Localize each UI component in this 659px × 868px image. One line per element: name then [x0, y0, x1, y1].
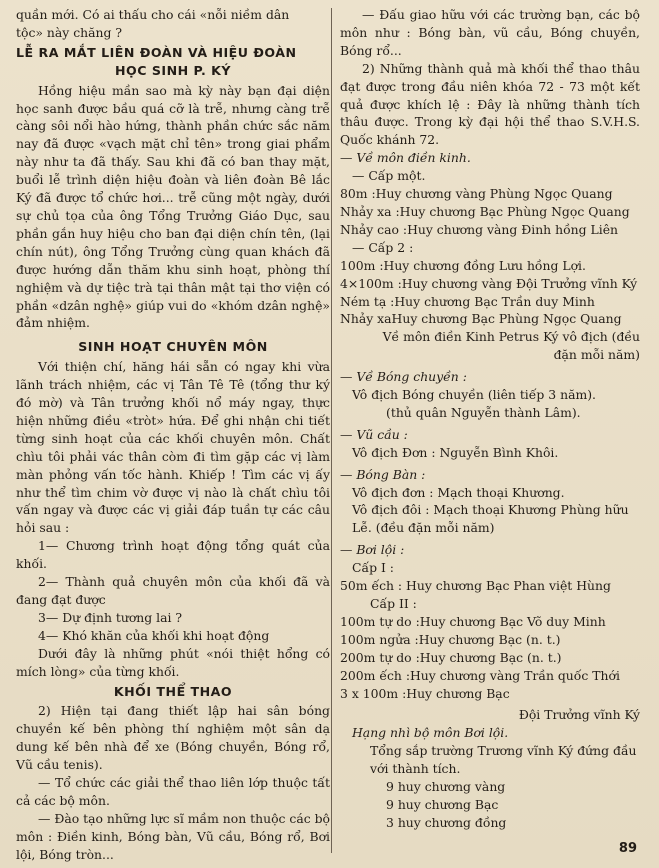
item-hien-tai: 2) Hiện tại đang thiết lập hai sân bóng chuyền kế bên phòng thí nghiệm một sân dạ dung kế bên nhà để xe (Bóng chuyền, Bóng rổ, Vũ cầu tenis).: [16, 703, 330, 773]
tong-sap-line: Tổng sắp trường Trương vĩnh Ký đứng đầu với thành tích.: [370, 743, 637, 777]
award-result: Huy chương đồng Lưu hồng Lợi.: [383, 257, 586, 273]
award-event: 200m ếch :: [340, 667, 410, 683]
award-result: Huy chương vàng Đinh hồng Liên: [407, 221, 619, 237]
boi-loi-cap-1: Cấp I :: [352, 560, 394, 576]
subsection-cap-2: — Cấp 2 :: [352, 239, 414, 255]
award-result: Huy chương Bạc Phùng Ngọc Quang: [399, 203, 630, 219]
award-row: [340, 667, 640, 685]
paragraph-thanh-qua: 2) Những thành quả mà khối thể thao thâu đạt được trong đầu niên khóa 72 - 73 một kết quả được khích lệ : Đây là những thành tích thâu được. Trong kỳ đại hội thể thao S.V.H.S. Quốc khánh 72.: [340, 60, 640, 148]
award-event: 100m ngửa :: [340, 631, 419, 647]
award-row: [340, 631, 640, 649]
heading-le-ra-mat: LỄ RA MẮT LIÊN ĐOÀN VÀ HIỆU ĐOÀN: [16, 44, 297, 60]
bong-ban-line-1: Vô địch đơn : Mạch thoại Khương.: [352, 484, 565, 500]
item-dao-tao: — Đào tạo những lực sĩ mầm non thuộc các bộ môn : Điền kinh, Bóng bàn, Vũ cầu, Bóng rổ, Bơi lội, Bóng tròn...: [16, 810, 331, 862]
petrus-champion: Về môn điền Kinh Petrus Ký vô địch (đều đặn mỗi năm): [382, 329, 640, 363]
section-dien-kinh: — Về môn điền kinh.: [340, 150, 471, 166]
medal-count-silver: 9 huy chương Bạc: [386, 796, 499, 812]
doi-truong-label: Đội Trưởng vĩnh Ký: [518, 707, 640, 723]
award-result: Huy chương Bạc (n. t.): [418, 631, 561, 647]
heading-khoi-the-thao: KHỐI THỂ THAO: [113, 683, 233, 699]
column-divider: [331, 8, 332, 853]
paragraph-duoi-day: Dưới đây là những phút «nói thiệt hổng có mích lòng» của từng khối.: [16, 645, 330, 679]
left-column: [16, 6, 330, 864]
hang-nhi-label: Hạng nhì bộ môn Bơi lội.: [352, 725, 509, 741]
award-result: Huy chương Bạc Phùng Ngọc Quang: [391, 311, 622, 327]
award-result: Huy chương Bạc Trần duy Minh: [394, 293, 595, 309]
award-result: Huy chương vàng Phùng Ngọc Quang: [375, 186, 613, 202]
subsection-cap-mot: — Cấp một.: [352, 168, 426, 184]
boi-loi-cap-2: Cấp II :: [370, 596, 417, 611]
award-row: [340, 310, 640, 328]
section-bong-chuyen: — Về Bóng chuyền :: [340, 369, 467, 385]
section-vu-cau: — Vũ cầu :: [340, 426, 408, 442]
section-boi-loi: — Bơi lội :: [340, 542, 405, 558]
award-row: [340, 649, 640, 667]
award-event: 80m :: [340, 186, 376, 202]
question-1: 1— Chương trình hoạt động tổng quát của khối.: [16, 538, 330, 572]
award-result: Huy chương Bạc Võ duy Minh: [419, 613, 606, 629]
award-row: [340, 685, 640, 703]
award-row: [340, 257, 640, 275]
heading-hoc-sinh-pky: HỌC SINH P. KÝ: [114, 62, 232, 78]
award-event: Nhảy xa: [340, 311, 392, 327]
medal-count-gold: 9 huy chương vàng: [386, 779, 506, 795]
section-bong-ban: — Bóng Bàn :: [340, 466, 426, 482]
item-to-chuc: — Tổ chức các giải thể thao liên lớp thuộc tất cả các bộ môn.: [16, 775, 330, 808]
award-event: Nhảy xa :: [340, 203, 400, 219]
award-event: 3 x 100m :: [340, 685, 407, 701]
intro-line-1: quần mới. Có ai thấu cho cái «nỗi niềm dân: [16, 7, 290, 22]
award-result: Huy chương vàng Đội Trưởng vĩnh Ký: [401, 275, 638, 291]
intro-line-2: tộc» này chăng ?: [16, 24, 123, 40]
award-event: 100m tự do :: [340, 613, 420, 629]
award-row: [340, 613, 640, 631]
award-row: [340, 185, 640, 203]
award-event: Ném tạ :: [340, 293, 395, 309]
award-event: 4×100m :: [340, 275, 402, 291]
award-row: [340, 293, 640, 311]
question-4: 4— Khó khăn của khối khi hoạt động: [38, 627, 270, 643]
bong-chuyen-line-1: Vô địch Bóng chuyền (liên tiếp 3 năm).: [352, 387, 596, 403]
award-result: Huy chương Bạc (n. t.): [419, 649, 562, 665]
award-result: Huy chương Bạc: [406, 685, 510, 701]
award-event: 200m tự do :: [340, 649, 420, 665]
page-number: 89: [618, 841, 637, 856]
bong-ban-line-2: Vô địch đôi : Mạch thoại Khương Phùng hữu Lễ. (đều đặn mỗi năm): [352, 502, 629, 536]
paragraph-voi-thien-chi: Với thiện chí, hăng hái sẵn có ngay khi vừa lãnh trách nhiệm, các vị Tân Tê Tê (tổng thư ký đó mờ) và Tân trưởng khối nổ máy ngay, thực hiện những điều «tròt» hứa. Để ghi nhận chi tiết từng sinh hoạt của các khối chuyên môn. Chất chìu tôi phải vác thân còm đi tìm gặp các vị làm màn phỏng vấn tốc hành. Khiếp ! Tìm các vị ấy như thể tìm chim vờ được vị nào là chất chìu tôi vấn ngay và được các vị giải đáp tuần tự các câu hỏi sau :: [16, 359, 330, 536]
award-result: Huy chương vàng Trần quốc Thới: [410, 667, 620, 683]
question-2: 2— Thành quả chuyên môn của khối đã và đang đạt được: [16, 574, 330, 607]
boi-loi-line-1: 50m ếch : Huy chương Bạc Phan việt Hùng: [340, 578, 611, 594]
vu-cau-line: Vô địch Đơn : Nguyễn Bình Khôi.: [352, 444, 559, 460]
right-column: [340, 6, 640, 832]
award-event: Nhảy cao :: [340, 221, 408, 237]
award-row: [340, 275, 640, 293]
paragraph-hong-hieu: Hồng hiệu mần sao mà kỳ này bạn đại diện học sanh được bầu quá cỡ là trễ, nhưng càng trễ càng sôi nổi hào hứng, thành phần chức sắc năm nay đã được «vạch mặt chỉ tên» trong giai phẩm này như ta đã thấy. Sau khi đã có ban thay mặt, buổi lễ trình diện hiệu đoàn và liên đoàn Bê lắc Ký đã được tổ chức hơi... trễ cũng một ngày, dưới sự chủ tọa của ông Tổng Trưởng Giáo Dục, sau phần gắn huy hiệu cho ban đại diện chín tên, (lại chín nút), ông Tổng Trưởng cùng quan khách đã được hướng dẫn thăm khu sinh hoạt, phòng thí nghiệm và dự tiệc trà tại thân mật tại thơ viện có phần «dzân nghệ» giúp vui do «khóm dzân nghệ» đảm nhiệm.: [16, 82, 330, 331]
award-row: [340, 203, 640, 221]
paragraph-dau-giao-huu: — Đấu giao hữu với các trường bạn, các bộ môn như : Bóng bàn, vũ cầu, Bóng chuyền, Bóng rổ...: [340, 7, 640, 58]
heading-sinh-hoat: SINH HOẠT CHUYÊN MÔN: [78, 339, 268, 355]
award-event: 100m :: [340, 257, 384, 273]
medal-count-bronze: 3 huy chương đồng: [386, 814, 507, 830]
question-3: 3— Dự định tương lai ?: [38, 609, 183, 625]
award-row: [340, 221, 640, 239]
bong-chuyen-line-2: (thủ quân Nguyễn thành Lâm).: [386, 404, 581, 420]
